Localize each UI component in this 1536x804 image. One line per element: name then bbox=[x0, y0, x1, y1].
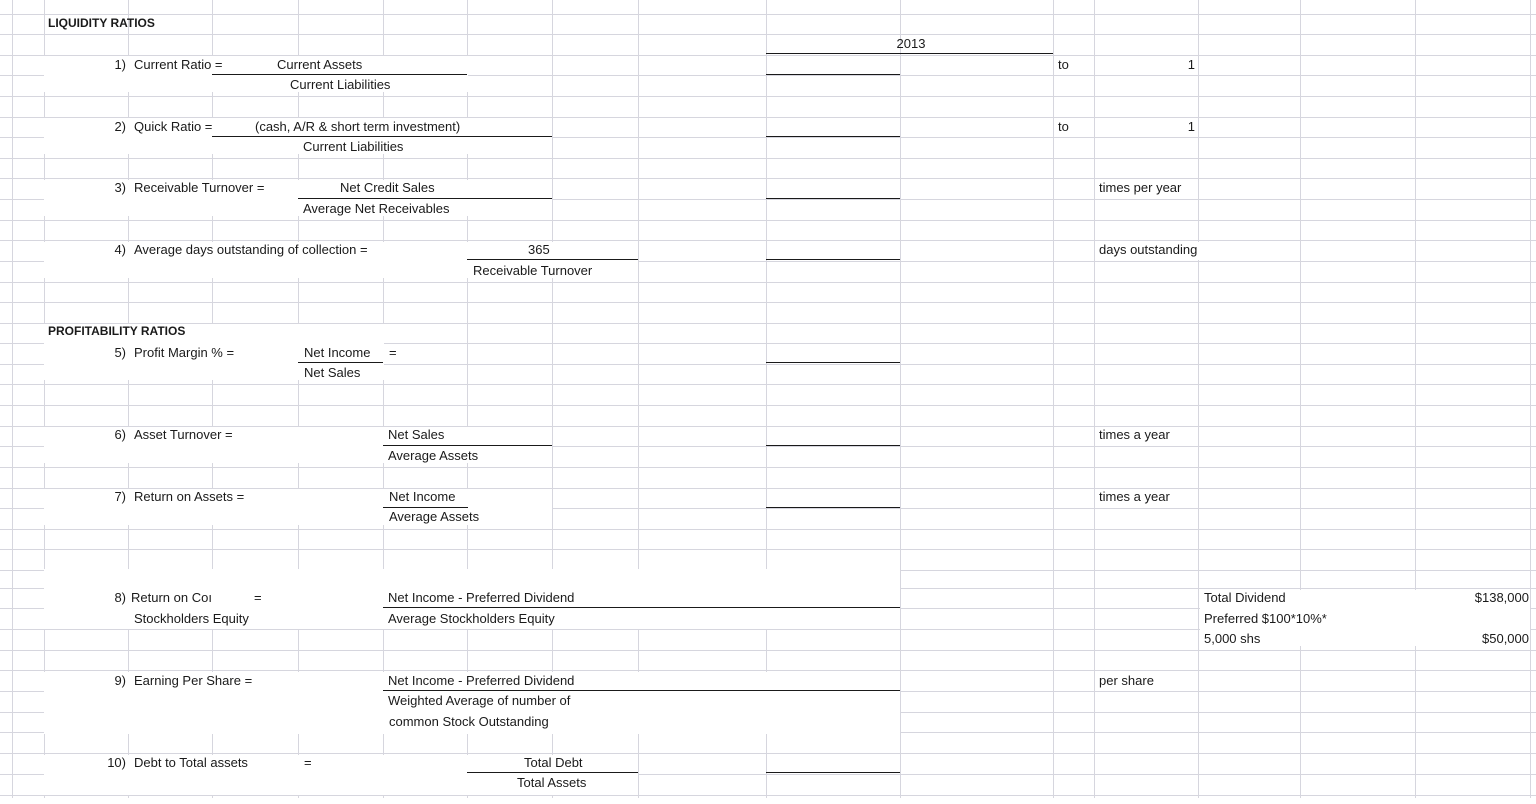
receivable-turnover-numerator: Net Credit Sales bbox=[340, 180, 435, 195]
grid-column-line bbox=[1198, 0, 1199, 798]
receivable-turnover-denominator: Average Net Receivables bbox=[303, 201, 450, 216]
grid-row-line bbox=[0, 14, 1536, 15]
unit-label: times a year bbox=[1099, 489, 1170, 504]
fraction-line bbox=[383, 607, 900, 608]
fraction-line bbox=[383, 507, 468, 508]
grid-row-line bbox=[0, 670, 1536, 671]
grid-row-line bbox=[0, 34, 1536, 35]
asset-turnover-label: Asset Turnover = bbox=[134, 427, 233, 442]
ratio-number: 10) bbox=[107, 755, 126, 770]
profit-margin-label: Profit Margin % = bbox=[134, 345, 235, 360]
grid-row-line bbox=[0, 753, 1536, 754]
year-header: 2013 bbox=[896, 36, 926, 51]
debt-to-assets-denominator: Total Assets bbox=[517, 775, 587, 790]
fraction-line bbox=[467, 772, 638, 773]
avg-days-numerator: 365 bbox=[528, 242, 550, 257]
unit-label: per share bbox=[1099, 673, 1154, 688]
grid-row-line bbox=[0, 795, 1536, 796]
asset-turnover-denominator: Average Assets bbox=[388, 448, 479, 463]
answer-blank-line[interactable] bbox=[766, 445, 900, 446]
ratio-number: 8) bbox=[114, 590, 126, 605]
answer-blank-line[interactable] bbox=[766, 74, 900, 75]
grid-row-line bbox=[0, 405, 1536, 406]
grid-column-line bbox=[1300, 0, 1301, 798]
equals-sign: = bbox=[389, 345, 397, 360]
grid-column-line bbox=[900, 0, 901, 798]
quick-ratio-denominator: Current Liabilities bbox=[303, 139, 404, 154]
return-on-equity-label-line2: Stockholders Equity bbox=[134, 611, 249, 626]
ratio-one: 1 bbox=[1187, 57, 1195, 72]
unit-label: times per year bbox=[1099, 180, 1182, 195]
quick-ratio-label: Quick Ratio = bbox=[134, 119, 213, 134]
preferred-dividend-value: $50,000 bbox=[1482, 631, 1529, 646]
preferred-dividend-label: Preferred $100*10%* bbox=[1204, 611, 1327, 626]
profit-margin-numerator: Net Income bbox=[304, 345, 371, 360]
grid-column-line bbox=[1415, 0, 1416, 798]
grid-column-line bbox=[1094, 0, 1095, 798]
profit-margin-denominator: Net Sales bbox=[304, 365, 361, 380]
grid-row-line bbox=[0, 220, 1536, 221]
grid-column-line bbox=[1053, 0, 1054, 798]
return-on-equity-denominator: Average Stockholders Equity bbox=[388, 611, 555, 626]
fraction-line bbox=[467, 259, 638, 260]
grid-column-line bbox=[12, 0, 13, 798]
avg-days-denominator: Receivable Turnover bbox=[473, 263, 593, 278]
equals-sign: = bbox=[304, 755, 312, 770]
debt-to-assets-numerator: Total Debt bbox=[524, 755, 583, 770]
total-dividend-label: Total Dividend bbox=[1204, 590, 1286, 605]
grid-row-line bbox=[0, 384, 1536, 385]
grid-column-line bbox=[1530, 0, 1531, 798]
fraction-line bbox=[212, 136, 552, 137]
liquidity-section-title: LIQUIDITY RATIOS bbox=[48, 16, 155, 30]
eps-denominator-line1: Weighted Average of number of bbox=[388, 693, 571, 708]
current-ratio-numerator: Current Assets bbox=[277, 57, 363, 72]
debt-to-assets-label: Debt to Total assets bbox=[134, 755, 248, 770]
grid-row-line bbox=[0, 529, 1536, 530]
eps-numerator: Net Income - Preferred Dividend bbox=[388, 673, 575, 688]
fraction-line bbox=[298, 362, 383, 363]
grid-row-line bbox=[0, 549, 1536, 550]
fraction-line bbox=[298, 198, 552, 199]
answer-blank-line[interactable] bbox=[766, 772, 900, 773]
ratio-number: 9) bbox=[114, 673, 126, 688]
return-on-assets-numerator: Net Income bbox=[389, 489, 456, 504]
fraction-line bbox=[383, 690, 900, 691]
avg-days-label: Average days outstanding of collection = bbox=[134, 242, 368, 257]
unit-label: times a year bbox=[1099, 427, 1170, 442]
return-on-assets-label: Return on Assets = bbox=[134, 489, 245, 504]
ratio-number: 5) bbox=[114, 345, 126, 360]
grid-row-line bbox=[0, 240, 1536, 241]
answer-blank-line[interactable] bbox=[766, 362, 900, 363]
current-ratio-denominator: Current Liabilities bbox=[290, 77, 391, 92]
ratio-number: 4) bbox=[114, 242, 126, 257]
grid-row-line bbox=[0, 158, 1536, 159]
quick-ratio-numerator: (cash, A/R & short term investment) bbox=[255, 119, 461, 134]
return-on-equity-label: Return on Coı bbox=[131, 590, 212, 605]
ratio-number: 1) bbox=[114, 57, 126, 72]
equals-sign: = bbox=[254, 590, 262, 605]
ratio-one: 1 bbox=[1187, 119, 1195, 134]
grid-row-line bbox=[0, 282, 1536, 283]
answer-blank-line[interactable] bbox=[766, 259, 900, 260]
grid-row-line bbox=[0, 650, 1536, 651]
ratio-number: 7) bbox=[114, 489, 126, 504]
shares-label: 5,000 shs bbox=[1204, 631, 1261, 646]
grid-row-line bbox=[0, 302, 1536, 303]
to-label: to bbox=[1058, 57, 1069, 72]
answer-blank-line[interactable] bbox=[766, 198, 900, 199]
receivable-turnover-label: Receivable Turnover = bbox=[134, 180, 265, 195]
asset-turnover-numerator: Net Sales bbox=[388, 427, 445, 442]
eps-label: Earning Per Share = bbox=[134, 673, 253, 688]
fraction-line bbox=[212, 74, 467, 75]
answer-blank-line[interactable] bbox=[766, 136, 900, 137]
total-dividend-value: $138,000 bbox=[1474, 590, 1529, 605]
return-on-equity-numerator: Net Income - Preferred Dividend bbox=[388, 590, 575, 605]
ratio-number: 6) bbox=[114, 427, 126, 442]
profitability-section-title: PROFITABILITY RATIOS bbox=[48, 324, 186, 338]
answer-blank-line[interactable] bbox=[766, 507, 900, 508]
grid-row-line bbox=[0, 178, 1536, 179]
return-on-assets-denominator: Average Assets bbox=[389, 509, 480, 524]
unit-label: days outstanding bbox=[1099, 242, 1198, 257]
year-header-rule bbox=[766, 53, 1053, 54]
eps-denominator-line2: common Stock Outstanding bbox=[389, 714, 549, 729]
grid-row-line bbox=[0, 96, 1536, 97]
current-ratio-label: Current Ratio = bbox=[134, 57, 223, 72]
grid-row-line bbox=[0, 467, 1536, 468]
ratio-number: 2) bbox=[114, 119, 126, 134]
fraction-line bbox=[383, 445, 552, 446]
ratio-number: 3) bbox=[114, 180, 126, 195]
to-label: to bbox=[1058, 119, 1069, 134]
